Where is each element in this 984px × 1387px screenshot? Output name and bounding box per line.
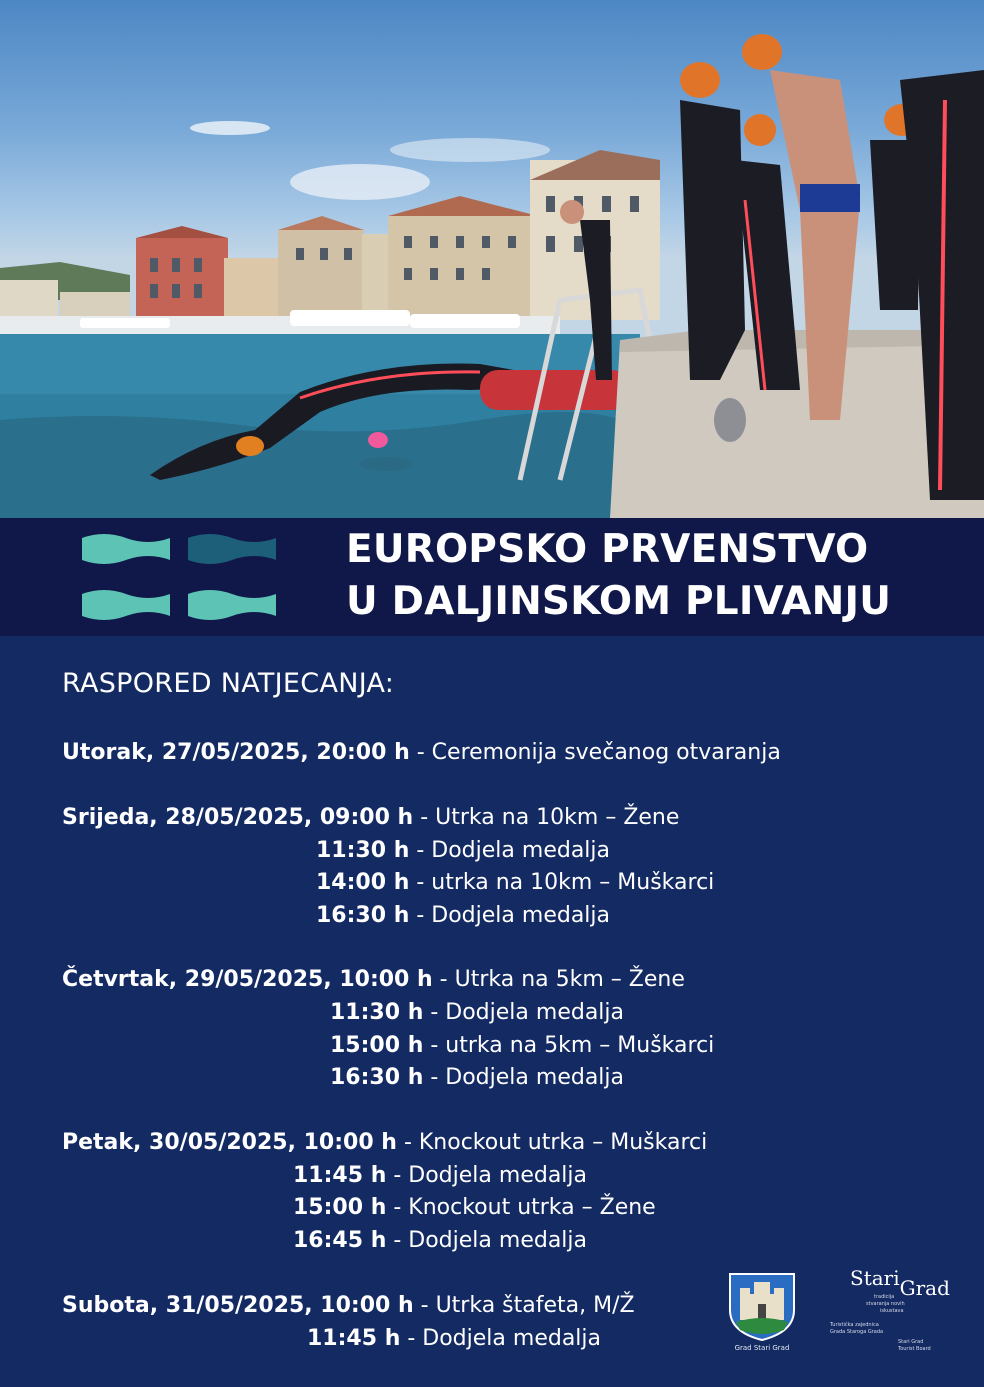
schedule-heading: RASPORED NATJECANJA: <box>62 668 395 699</box>
event-title <box>346 524 891 628</box>
schedule-event: - utrka na 10km – Muškarci <box>409 870 715 895</box>
schedule-row <box>316 869 714 897</box>
schedule-day: Srijeda, 28/05/2025, 09:00 h <box>62 805 414 830</box>
schedule-row <box>62 1292 635 1320</box>
schedule-row <box>330 1032 714 1060</box>
schedule-event: - Dodjela medalja <box>409 903 611 928</box>
schedule-time: 15:00 h <box>330 1033 424 1058</box>
schedule-row <box>293 1227 587 1255</box>
schedule-event: - Utrka na 5km – Žene <box>432 967 685 992</box>
harbor-swimmers-illustration <box>0 0 984 518</box>
schedule-event: - Dodjela medalja <box>423 1065 625 1090</box>
schedule-event: - Dodjela medalja <box>423 1000 625 1025</box>
schedule-time: 15:00 h <box>293 1195 387 1220</box>
schedule-row <box>330 1064 624 1092</box>
schedule-time: 16:30 h <box>330 1065 424 1090</box>
schedule-event: - Ceremonija svečanog otvaranja <box>409 740 781 765</box>
schedule-time: 11:45 h <box>293 1163 387 1188</box>
schedule-day: Utorak, 27/05/2025, 20:00 h <box>62 740 410 765</box>
schedule-event: - Dodjela medalja <box>386 1228 588 1253</box>
schedule-row <box>293 1162 587 1190</box>
schedule-row <box>293 1194 656 1222</box>
tourist-board-line-3: Stari Grad <box>898 1339 924 1345</box>
brand-tagline-1: tradicija <box>874 1294 895 1300</box>
brand-tagline-3: iskustava <box>880 1308 904 1314</box>
schedule-day: Četvrtak, 29/05/2025, 10:00 h <box>62 967 433 992</box>
schedule-row <box>307 1325 601 1353</box>
schedule-event: - Knockout utrka – Muškarci <box>396 1130 708 1155</box>
schedule-time: 16:45 h <box>293 1228 387 1253</box>
schedule-event: - Knockout utrka – Žene <box>386 1195 656 1220</box>
schedule-day: Subota, 31/05/2025, 10:00 h <box>62 1293 414 1318</box>
schedule-row <box>330 999 624 1027</box>
schedule-time: 16:30 h <box>316 903 410 928</box>
schedule-event: - Dodjela medalja <box>409 838 611 863</box>
brand-word-2: Grad <box>899 1276 950 1300</box>
schedule-row <box>62 1129 707 1157</box>
tourist-board-line-1: Turistička zajednica <box>830 1322 879 1328</box>
schedule-row <box>62 739 781 767</box>
schedule-time: 11:30 h <box>316 838 410 863</box>
schedule-row <box>316 902 610 930</box>
schedule-row <box>316 837 610 865</box>
schedule-event: - Dodjela medalja <box>400 1326 602 1351</box>
schedule-time: 14:00 h <box>316 870 410 895</box>
brand-word-1: Stari <box>850 1266 900 1290</box>
title-line-1: EUROPSKO PRVENSTVO <box>346 527 869 572</box>
brand-tagline-2: stvaranja novih <box>866 1301 905 1307</box>
title-line-2: U DALJINSKOM PLIVANJU <box>346 579 892 624</box>
city-crest-icon <box>726 1270 798 1342</box>
tourist-board-line-2: Grada Staroga Grada <box>830 1329 884 1335</box>
schedule-row <box>62 966 685 994</box>
crest-caption: Grad Stari Grad <box>734 1344 790 1352</box>
schedule-time: 11:30 h <box>330 1000 424 1025</box>
hero-photo <box>0 0 984 518</box>
schedule-time: 11:45 h <box>307 1326 401 1351</box>
schedule-event: - utrka na 5km – Muškarci <box>423 1033 715 1058</box>
schedule-event: - Utrka štafeta, M/Ž <box>413 1293 635 1318</box>
tourist-board-line-4: Tourist Board <box>898 1346 931 1352</box>
schedule-day: Petak, 30/05/2025, 10:00 h <box>62 1130 397 1155</box>
waves-logo-icon <box>80 530 280 626</box>
schedule-row <box>62 804 679 832</box>
schedule-event: - Utrka na 10km – Žene <box>413 805 680 830</box>
schedule-event: - Dodjela medalja <box>386 1163 588 1188</box>
